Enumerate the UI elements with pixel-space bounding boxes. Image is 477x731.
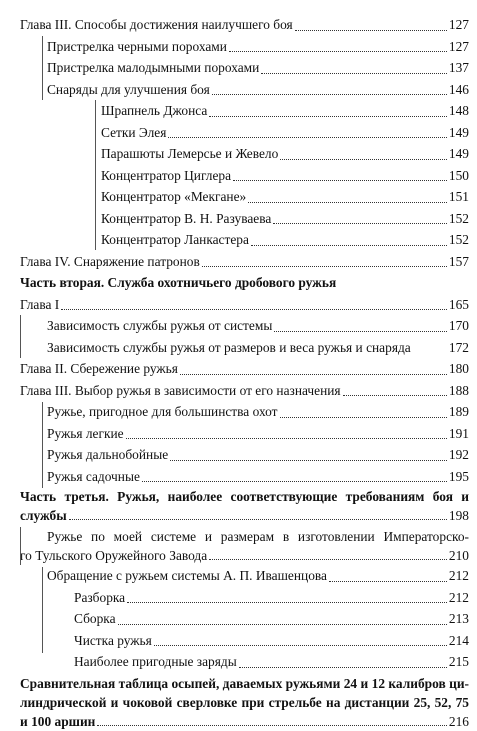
toc-group-part2 bbox=[20, 294, 469, 488]
toc-entry-page: 146 bbox=[448, 81, 469, 97]
dot-leader bbox=[97, 725, 447, 726]
toc-group-part3 bbox=[20, 527, 469, 673]
dot-leader bbox=[248, 202, 447, 203]
toc-entry-title: Ружья садочные bbox=[47, 466, 142, 488]
toc-entry-title: Ружье, пригодное для большинства охот bbox=[47, 401, 280, 423]
dot-leader bbox=[274, 331, 447, 332]
toc-entry[interactable] bbox=[74, 651, 469, 673]
part-heading-block[interactable] bbox=[20, 487, 469, 525]
toc-entry[interactable] bbox=[20, 358, 469, 380]
dot-leader bbox=[212, 94, 447, 95]
toc-entry-title: Зависимость службы ружья от размеров и веса ружья и снаряда bbox=[47, 337, 413, 359]
toc-entry[interactable] bbox=[101, 208, 469, 230]
toc-entry[interactable] bbox=[47, 401, 469, 423]
toc-entry-title-line: Ружье по моей системе и размерам в изготовлении Императорско- bbox=[47, 529, 469, 544]
toc-entry[interactable] bbox=[74, 608, 469, 630]
toc-entry-page: 152 bbox=[448, 232, 469, 247]
toc-entry[interactable] bbox=[47, 565, 469, 587]
dot-leader bbox=[329, 581, 447, 582]
toc-entry-page: 189 bbox=[448, 404, 469, 419]
dot-leader bbox=[118, 624, 447, 625]
group-rule bbox=[42, 36, 43, 100]
toc-entry-title: Ружья дальнобойные bbox=[47, 444, 170, 466]
toc-entry-title: Концентратор «Мекгане» bbox=[101, 186, 248, 208]
dot-leader bbox=[209, 116, 447, 117]
toc-entry-title: Глава I bbox=[20, 294, 61, 316]
dot-leader bbox=[229, 51, 447, 52]
toc-entry-page: 172 bbox=[448, 339, 469, 355]
toc-entry-page: 157 bbox=[448, 253, 469, 269]
dot-leader bbox=[168, 137, 447, 138]
dot-leader bbox=[280, 417, 447, 418]
group-rule bbox=[95, 100, 96, 250]
dot-leader bbox=[239, 667, 447, 668]
toc-entry-page: 192 bbox=[448, 447, 469, 462]
toc-entry-title: Наиболее пригодные заряды bbox=[74, 651, 239, 673]
toc-entry-title: Глава IV. Снаряжение патронов bbox=[20, 251, 202, 273]
toc-entry-title: Концентратор В. Н. Разуваева bbox=[101, 208, 273, 230]
toc-entry-title: Глава III. Способы достижения наилучшего боя bbox=[20, 14, 295, 36]
group-rule bbox=[42, 402, 43, 488]
toc-entry-title: Разборка bbox=[74, 587, 127, 609]
toc-entry-page: 198 bbox=[448, 508, 469, 523]
toc-entry[interactable] bbox=[20, 251, 469, 273]
toc-entry-title-line: и 100 аршин bbox=[20, 713, 96, 729]
dot-leader bbox=[180, 374, 447, 375]
toc-entry[interactable] bbox=[101, 229, 469, 251]
toc-entry-page: 152 bbox=[448, 210, 469, 226]
toc-entry-page: 195 bbox=[448, 468, 469, 484]
dot-leader bbox=[343, 395, 447, 396]
toc-group-ch3 bbox=[20, 36, 469, 251]
dot-leader bbox=[209, 559, 447, 560]
toc-entry-page: 149 bbox=[448, 124, 469, 140]
toc-entry[interactable] bbox=[47, 79, 469, 101]
toc-entry-title: Зависимость службы ружья от системы bbox=[47, 315, 274, 337]
toc-entry-page: 216 bbox=[448, 713, 469, 729]
toc-entry-title: Концентратор Циглера bbox=[101, 165, 233, 187]
dot-leader bbox=[61, 309, 447, 310]
toc-entry-title: Пристрелка малодымными порохами bbox=[47, 57, 261, 79]
toc-entry-title: Сборка bbox=[74, 608, 118, 630]
toc-entry[interactable] bbox=[101, 100, 469, 122]
dot-leader bbox=[202, 266, 447, 267]
toc-entry[interactable] bbox=[74, 630, 469, 652]
toc-entry[interactable] bbox=[20, 294, 469, 316]
toc-entry[interactable] bbox=[47, 466, 469, 488]
toc-entry[interactable] bbox=[47, 57, 469, 79]
toc-entry[interactable] bbox=[101, 122, 469, 144]
toc-entry[interactable] bbox=[20, 674, 469, 731]
toc-entry-page: 127 bbox=[448, 17, 469, 32]
toc-entry-title: Снаряды для улучшения боя bbox=[47, 79, 212, 101]
toc-entry-page: 212 bbox=[448, 568, 469, 583]
toc-entry-title: Пристрелка черными порохами bbox=[47, 36, 229, 58]
toc-entry-page: 170 bbox=[448, 318, 469, 333]
toc-entry-title: Парашюты Лемерсье и Жевело bbox=[101, 143, 280, 165]
toc-entry[interactable] bbox=[47, 423, 469, 445]
toc-entry-title: Обращение с ружьем системы А. П. Ивашенцова bbox=[47, 565, 329, 587]
dot-leader bbox=[127, 602, 447, 603]
toc-entry-page: 210 bbox=[448, 548, 469, 563]
toc-entry-title: Шрапнель Джонса bbox=[101, 100, 209, 122]
toc-entry[interactable] bbox=[101, 143, 469, 165]
dot-leader bbox=[273, 223, 447, 224]
toc-entry-title-line: Сравнительная таблица осыпей, даваемых ружьями 24 и 12 калибров ци- bbox=[20, 675, 469, 691]
dot-leader bbox=[126, 438, 447, 439]
toc-entry-title: Сетки Элея bbox=[101, 122, 168, 144]
dot-leader bbox=[170, 460, 447, 461]
toc-entry[interactable] bbox=[47, 444, 469, 466]
toc-entry-page: 151 bbox=[448, 189, 469, 204]
toc-entry[interactable] bbox=[47, 36, 469, 58]
dot-leader bbox=[280, 159, 447, 160]
toc-entry-page: 213 bbox=[448, 611, 469, 626]
dot-leader bbox=[142, 481, 447, 482]
group-rule bbox=[42, 567, 43, 653]
toc-entry[interactable] bbox=[47, 315, 469, 337]
toc-entry-page: 150 bbox=[448, 167, 469, 183]
toc-entry-page: 137 bbox=[448, 60, 469, 75]
dot-leader bbox=[154, 645, 447, 646]
toc-entry[interactable] bbox=[20, 527, 469, 565]
toc-entry[interactable] bbox=[101, 186, 469, 208]
toc-entry-title-line: линдрической и чоковой сверловке при стрельбе на дистанции 25, 52, 75 bbox=[20, 694, 469, 710]
toc-entry-title: Концентратор Ланкастера bbox=[101, 229, 251, 251]
toc-entry-page: 212 bbox=[448, 589, 469, 605]
toc-entry[interactable] bbox=[20, 14, 469, 36]
part-heading-line: Часть третья. Ружья, наиболее соответствующие требованиям боя и bbox=[20, 489, 469, 504]
group-rule bbox=[20, 527, 21, 565]
toc-entry[interactable] bbox=[74, 587, 469, 609]
toc-entry-page: 215 bbox=[448, 654, 469, 669]
toc-entry-page: 191 bbox=[448, 425, 469, 441]
toc-entry-title: Ружья легкие bbox=[47, 423, 126, 445]
dot-leader bbox=[295, 30, 447, 31]
dot-leader bbox=[251, 245, 447, 246]
dot-leader bbox=[69, 519, 447, 520]
toc-entry[interactable] bbox=[20, 380, 469, 402]
toc-entry[interactable] bbox=[47, 337, 469, 359]
toc-entry-page: 180 bbox=[448, 361, 469, 376]
toc-entry-page: 148 bbox=[448, 103, 469, 118]
toc-entry-page: 127 bbox=[448, 38, 469, 54]
toc-entry-title-line: го Тульского Оружейного Завода bbox=[20, 548, 208, 563]
toc-entry-title: Глава II. Сбережение ружья bbox=[20, 358, 180, 380]
toc-entry-page: 188 bbox=[448, 382, 469, 398]
toc-entry-page: 165 bbox=[448, 296, 469, 312]
toc-entry-page: 214 bbox=[448, 632, 469, 648]
dot-leader bbox=[233, 180, 447, 181]
toc-entry-page: 149 bbox=[448, 146, 469, 161]
dot-leader bbox=[261, 73, 447, 74]
part-heading: Часть вторая. Служба охотничьего дробового ружья bbox=[20, 275, 337, 290]
toc-entry-title: Чистка ружья bbox=[74, 630, 154, 652]
part-heading-line: службы bbox=[20, 508, 67, 523]
toc-entry[interactable] bbox=[101, 165, 469, 187]
toc-entry-title: Глава III. Выбор ружья в зависимости от его назначения bbox=[20, 380, 343, 402]
